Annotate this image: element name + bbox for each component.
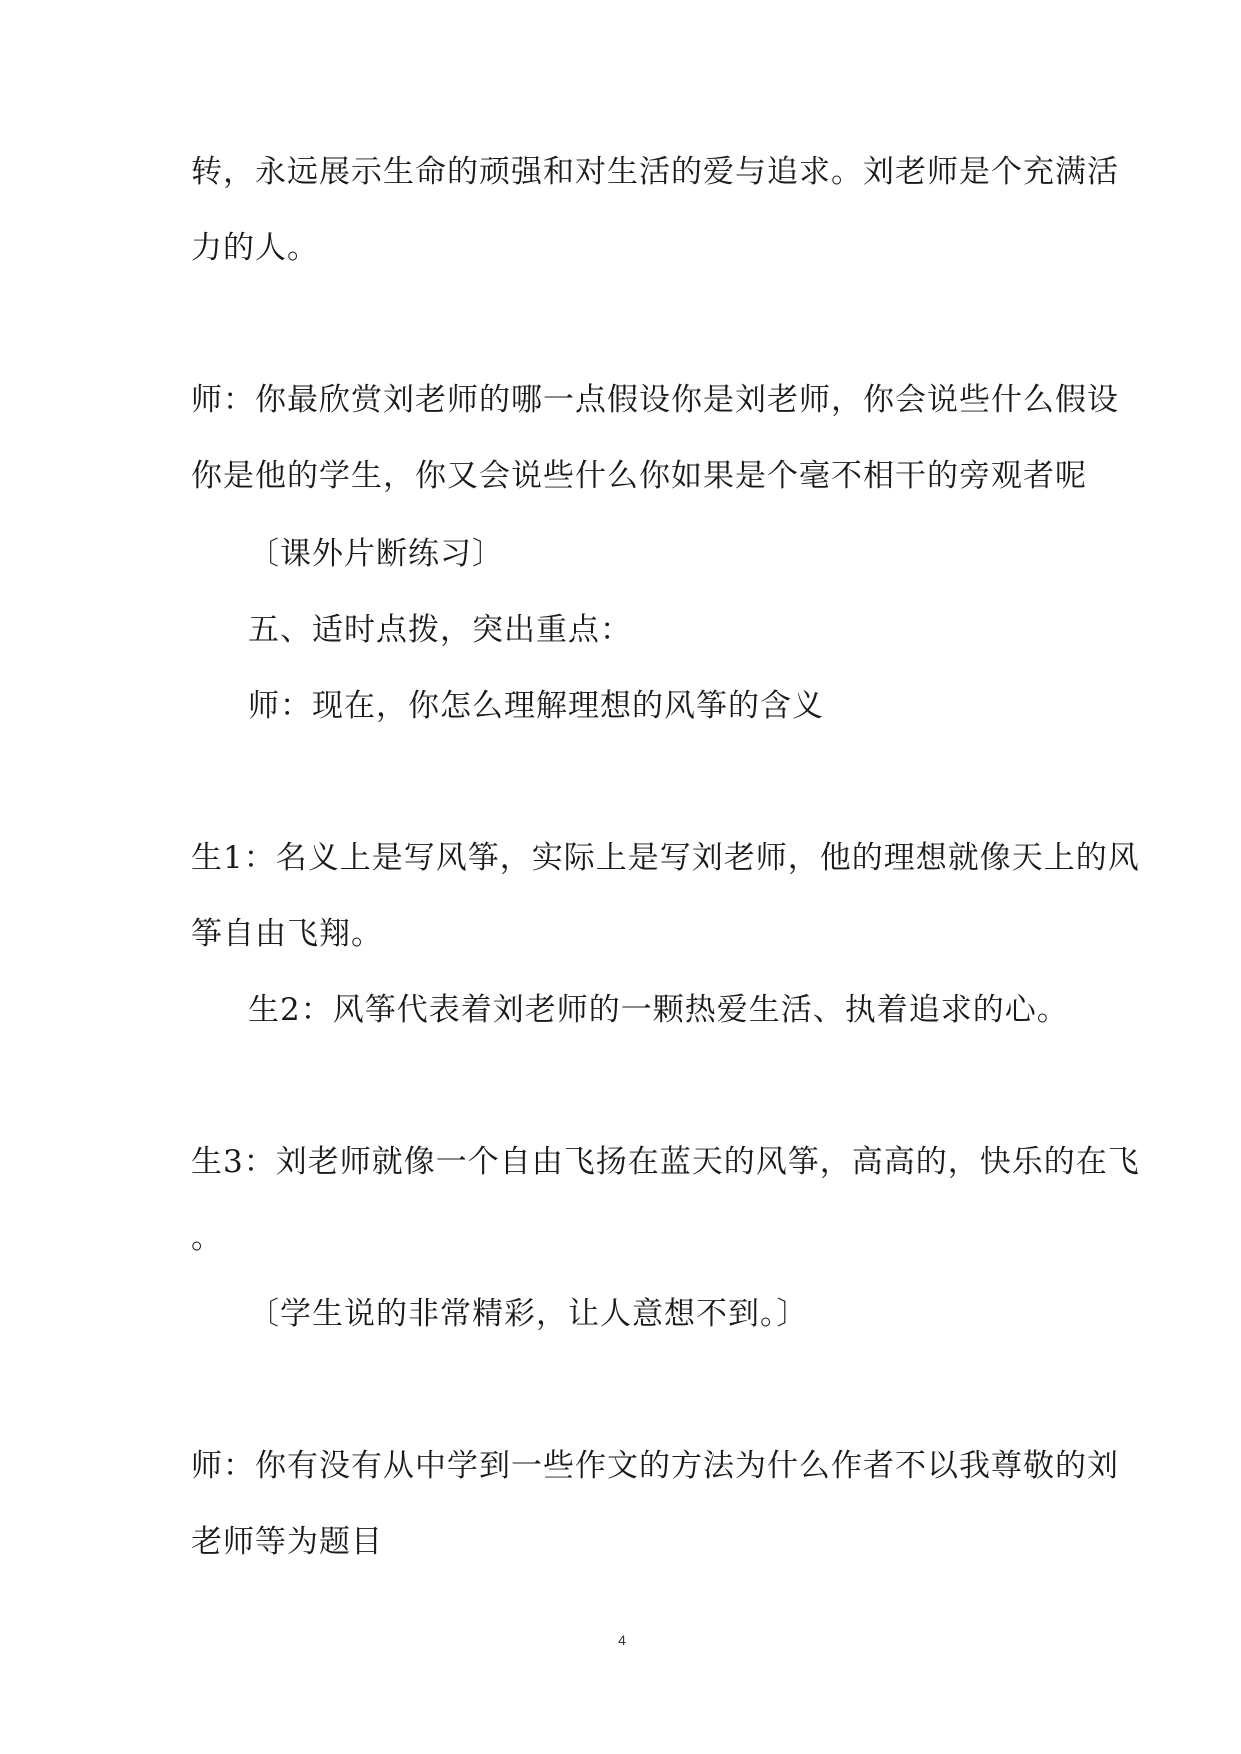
paragraph-line: 师：你最欣赏刘老师的哪一点假设你是刘老师，你会说些什么假设	[191, 382, 1119, 418]
paragraph-line: 生3：刘老师就像一个自由飞扬在蓝天的风筝，高高的，快乐的在飞	[191, 1144, 1140, 1180]
paragraph-line: 〔课外片断练习〕	[248, 536, 504, 572]
paragraph-line: 生1：名义上是写风筝，实际上是写刘老师，他的理想就像天上的风	[191, 840, 1140, 876]
paragraph-line: 生2：风筝代表着刘老师的一颗热爱生活、执着追求的心。	[248, 992, 1069, 1028]
paragraph-line: 转，永远展示生命的顽强和对生活的爱与追求。刘老师是个充满活	[191, 154, 1119, 190]
page-number: 4	[618, 1632, 626, 1648]
paragraph-line: 你是他的学生，你又会说些什么你如果是个毫不相干的旁观者呢	[191, 458, 1087, 494]
paragraph-line: 筝自由飞翔。	[191, 916, 383, 952]
paragraph-line: 力的人。	[191, 230, 319, 266]
paragraph-line: 师：你有没有从中学到一些作文的方法为什么作者不以我尊敬的刘	[191, 1448, 1119, 1484]
paragraph-line: 师：现在，你怎么理解理想的风筝的含义	[248, 688, 824, 724]
section-heading: 五、适时点拨，突出重点：	[248, 612, 632, 648]
paragraph-line: 老师等为题目	[191, 1524, 383, 1560]
paragraph-line: 〔学生说的非常精彩，让人意想不到。〕	[248, 1296, 809, 1332]
paragraph-line: 。	[191, 1220, 223, 1256]
